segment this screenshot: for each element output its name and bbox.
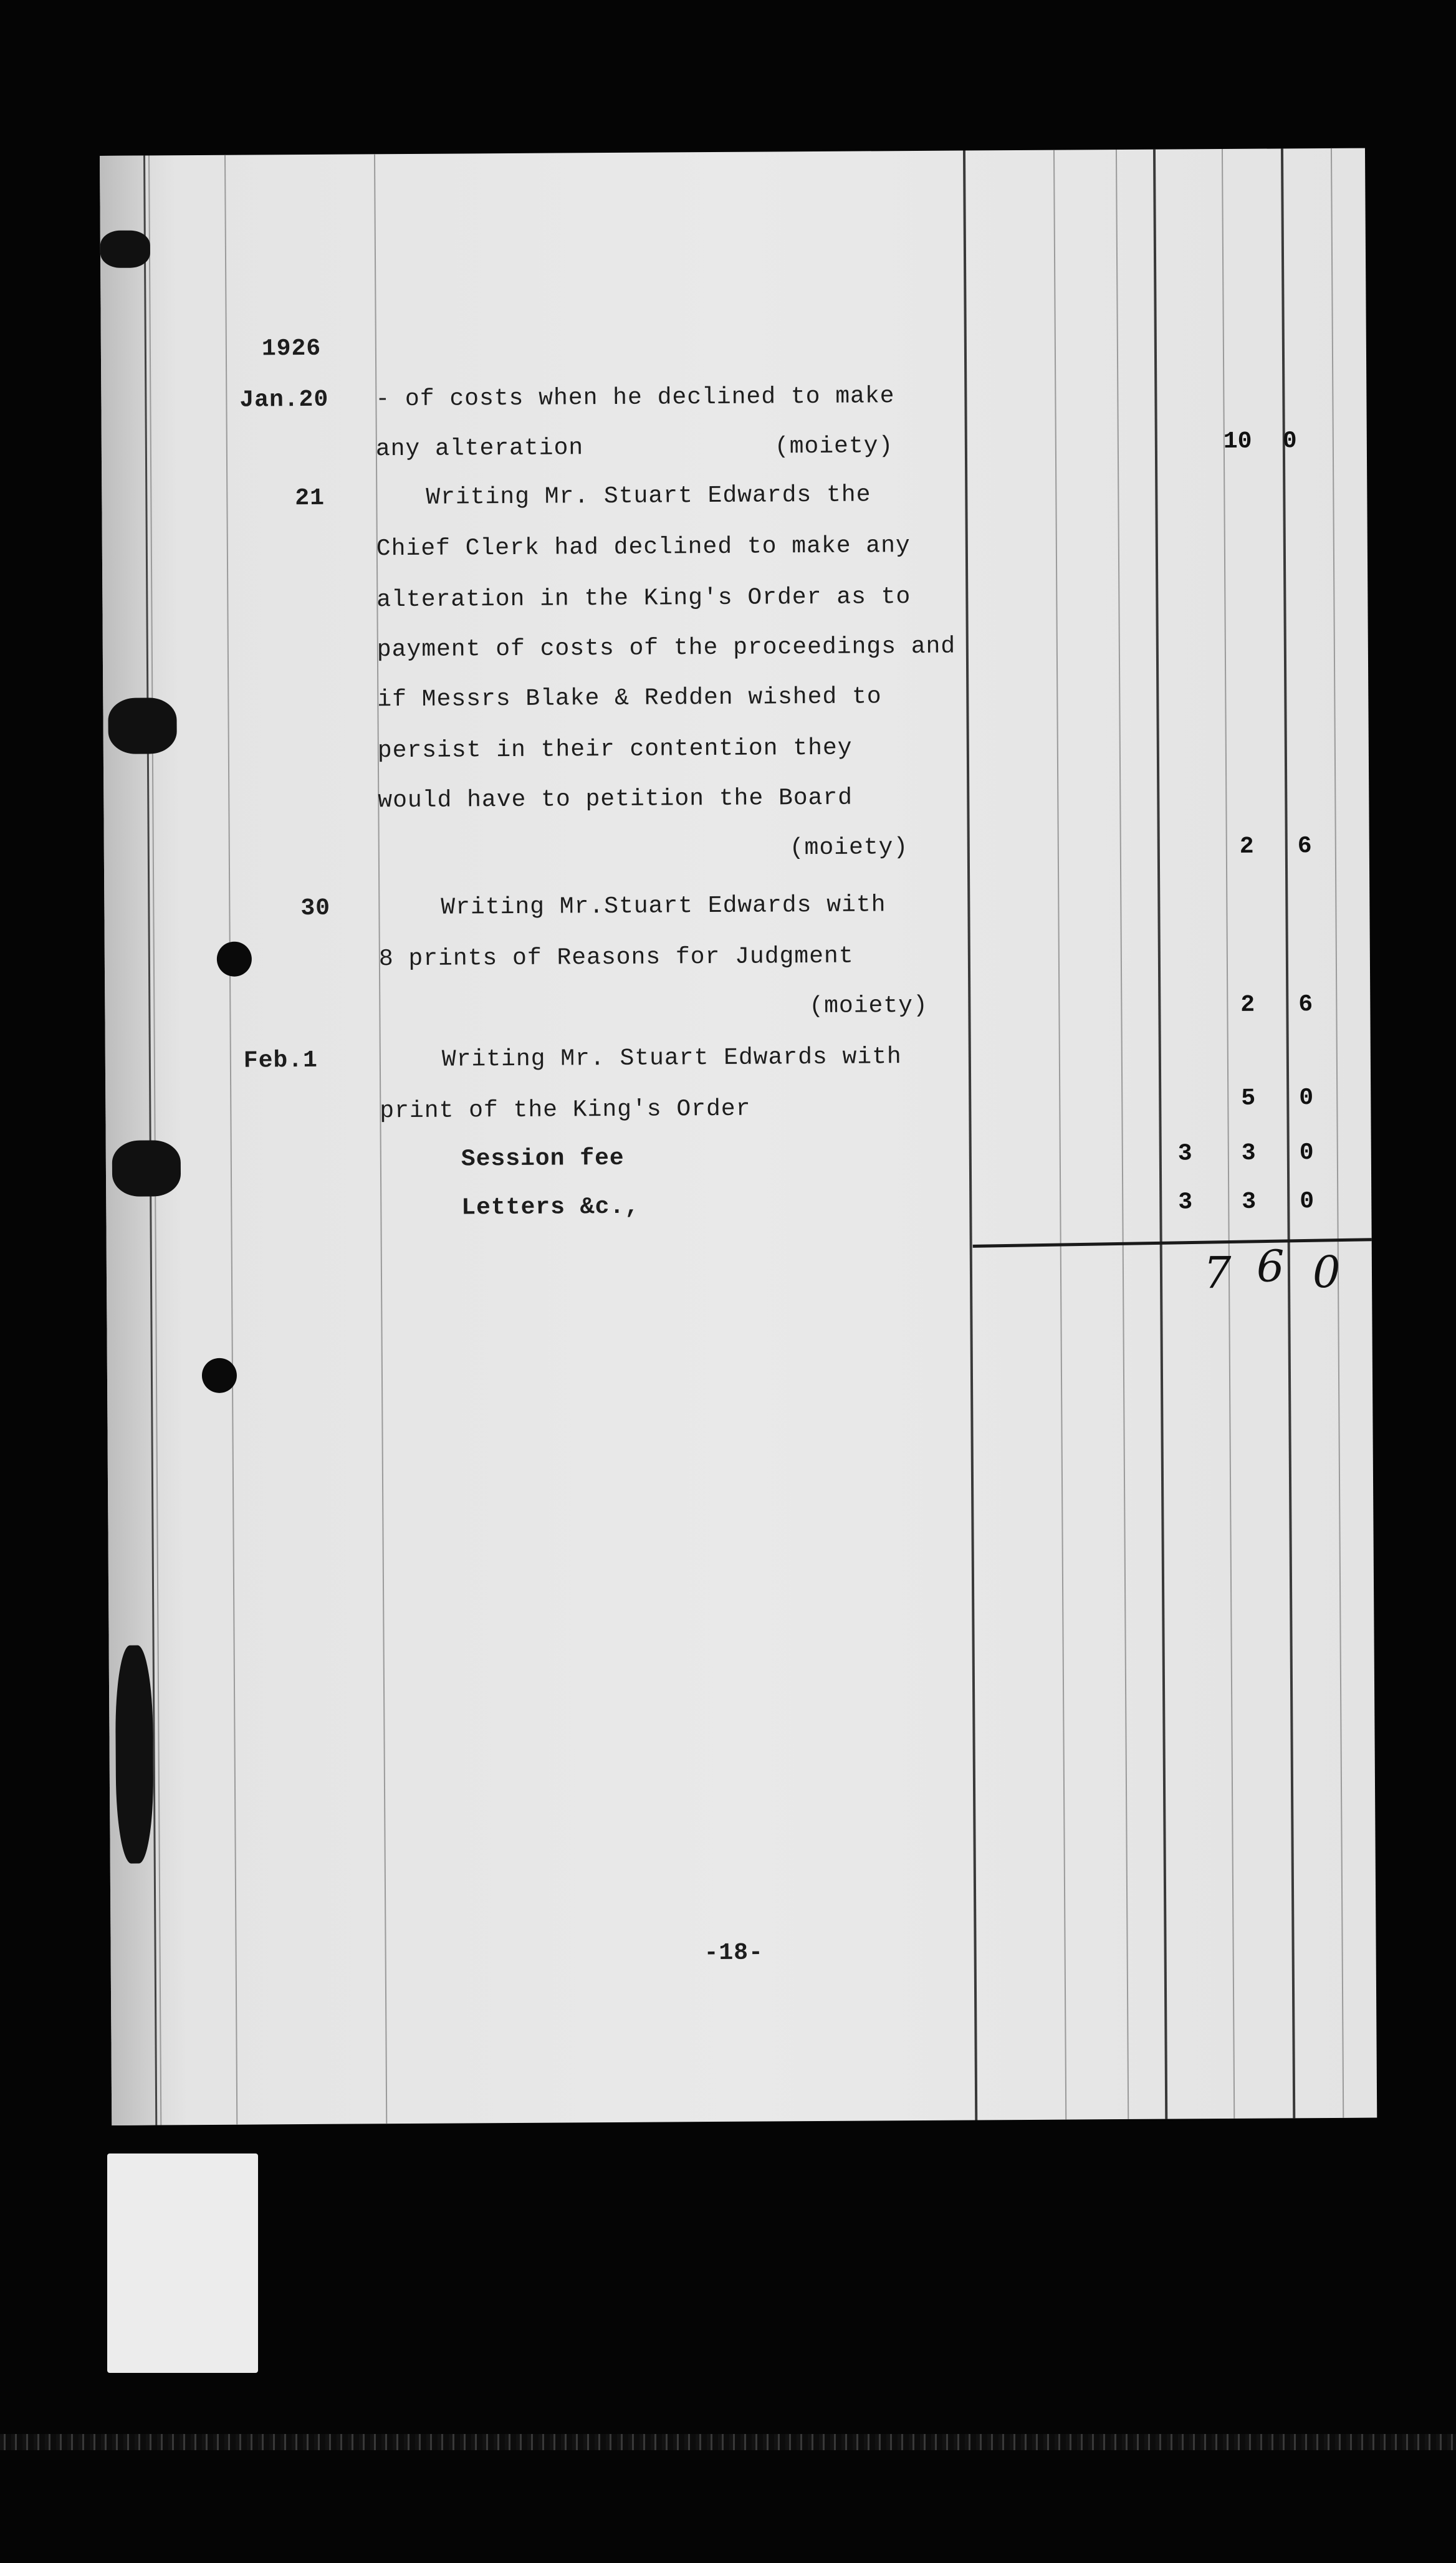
- punch-hole: [217, 942, 252, 977]
- entry-text-line: 8 prints of Reasons for Judgment: [378, 942, 854, 973]
- entry-text-line: Writing Mr.Stuart Edwards with: [441, 891, 886, 921]
- moiety-note: (moiety): [809, 992, 928, 1020]
- pounds-column-rule: [1153, 150, 1167, 2119]
- amount-shillings: 2: [1240, 991, 1255, 1018]
- entry-text-line: Chief Clerk had declined to make any: [376, 532, 911, 563]
- entry-text-line: any alteration: [375, 434, 584, 463]
- letters-label: Letters &c.,: [461, 1193, 640, 1222]
- money-column-rule: [963, 151, 977, 2120]
- entry-date: Jan.20: [239, 386, 329, 414]
- total-pence: 0: [1312, 1246, 1341, 1298]
- money-column-rule: [1331, 148, 1344, 2118]
- entry-text-line: alteration in the King's Order as to: [376, 583, 911, 614]
- binding-damage: [100, 231, 150, 268]
- binding-damage: [115, 1646, 154, 1864]
- amount-shillings: 10: [1223, 428, 1252, 455]
- entry-text-line: would have to petition the Board: [378, 784, 853, 815]
- amount-shillings: 3: [1242, 1188, 1257, 1215]
- amount-pence: 6: [1298, 991, 1313, 1018]
- session-fee-label: Session fee: [461, 1144, 625, 1173]
- bleed-through: [456, 1288, 464, 1316]
- amount-pence: 0: [1299, 1139, 1314, 1167]
- amount-pence: 0: [1300, 1188, 1315, 1215]
- entry-date: 30: [300, 894, 331, 922]
- entry-text-line: Writing Mr. Stuart Edwards the: [426, 481, 871, 511]
- amount-pence: 0: [1299, 1085, 1314, 1112]
- binding-damage: [108, 697, 177, 754]
- entry-date: 21: [295, 484, 325, 512]
- total-shillings: 6: [1256, 1240, 1285, 1292]
- film-edge-strip: [0, 2434, 1456, 2450]
- total-pounds: 7: [1203, 1247, 1232, 1299]
- amount-pounds: 3: [1178, 1189, 1193, 1216]
- entry-text-line: print of the King's Order: [380, 1095, 751, 1125]
- ledger-page: [100, 148, 1377, 2125]
- mounting-card: [107, 2153, 258, 2373]
- moiety-note: (moiety): [789, 834, 909, 862]
- entry-text-line: if Messrs Blake & Redden wished to: [377, 683, 882, 714]
- entry-text-line: Writing Mr. Stuart Edwards with: [441, 1043, 902, 1073]
- date-column-rule: [224, 155, 237, 2125]
- amount-pounds: 3: [1177, 1140, 1192, 1167]
- amount-pence: 6: [1297, 833, 1312, 860]
- total-rule: [973, 1238, 1372, 1248]
- binding-damage: [112, 1140, 181, 1197]
- entry-text-line: - of costs when he declined to make: [375, 383, 895, 413]
- amount-shillings: 3: [1241, 1139, 1256, 1167]
- amount-pence: 0: [1282, 428, 1297, 455]
- moiety-note: (moiety): [774, 433, 894, 461]
- entry-date: Feb.1: [243, 1047, 318, 1075]
- amount-shillings: 2: [1239, 833, 1254, 860]
- amount-shillings: 5: [1241, 1085, 1256, 1112]
- money-column-rule: [1053, 150, 1066, 2120]
- punch-hole: [202, 1358, 237, 1393]
- page-number: -18-: [704, 1939, 764, 1967]
- money-column-rule: [1116, 150, 1129, 2119]
- entry-text-line: persist in their contention they: [377, 734, 853, 765]
- entry-year: 1926: [261, 335, 322, 363]
- entry-text-line: payment of costs of the proceedings and: [376, 633, 956, 664]
